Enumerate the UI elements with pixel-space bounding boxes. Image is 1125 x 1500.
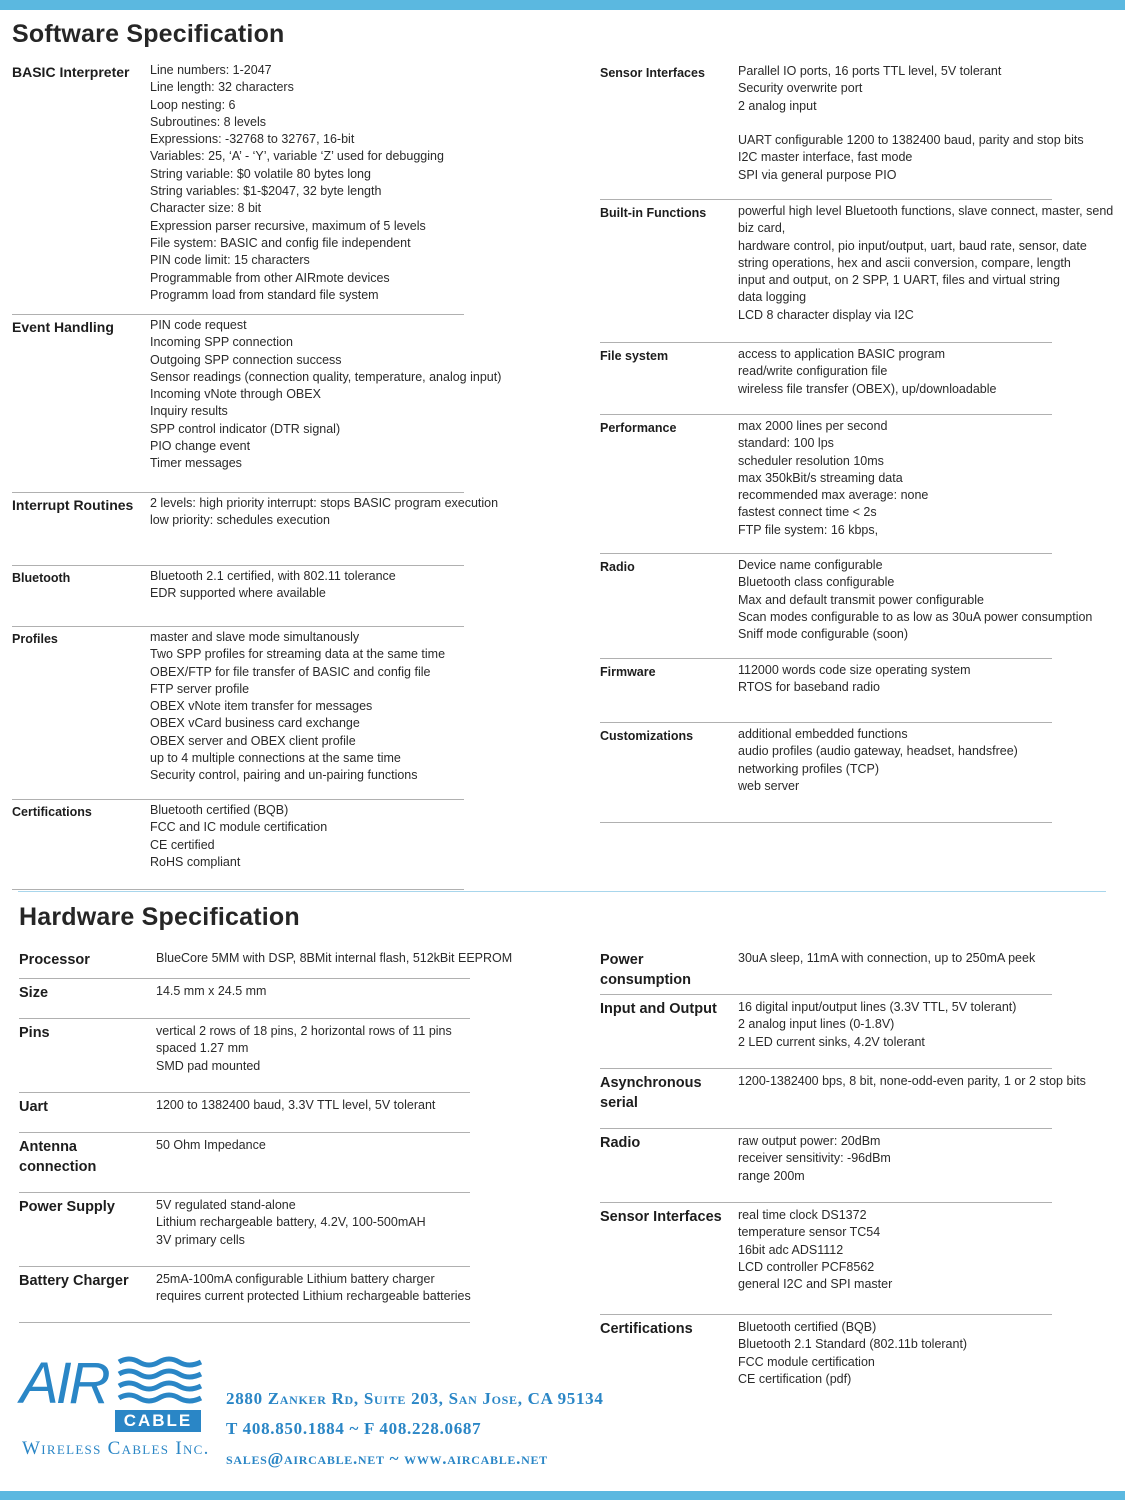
spec-values <box>738 1207 1052 1314</box>
spec-value-line: powerful high level Bluetooth functions, slave connect, master, send <box>738 204 1114 218</box>
spec-values <box>738 999 1052 1068</box>
spec-value-line: recommended max average: none <box>738 488 929 503</box>
spec-value-line: Incoming vNote through OBEX <box>150 387 321 402</box>
spec-value-line: Outgoing SPP connection success <box>150 352 342 367</box>
spec-value-line: Sensor readings (connection quality, temperature, analog input) <box>150 369 502 384</box>
spec-value-line: EDR supported where available <box>150 586 326 601</box>
spec-value-line: Timer messages <box>150 456 242 471</box>
spec-value-line: Character size: 8 bit <box>150 201 262 216</box>
spec-label: Asynchronous serial <box>600 1075 702 1111</box>
spec-values <box>738 950 1052 994</box>
spec-label: Built-in Functions <box>600 206 707 220</box>
spec-values <box>156 1137 470 1192</box>
spec-value-line: PIN code request <box>150 318 247 332</box>
spec-label: Customizations <box>600 729 694 743</box>
spec-values <box>156 950 512 978</box>
spec-value-line: general I2C and SPI master <box>738 1277 893 1292</box>
spec-value-line: 2 analog input <box>738 98 817 113</box>
spec-row-sensor-interfaces <box>600 1203 1052 1315</box>
spec-row-sensor-interfaces <box>600 60 1084 200</box>
spec-value-line: 25mA-100mA configurable Lithium battery charger <box>156 1272 435 1286</box>
spec-value-line: string operations, hex and ascii conversion, compare, length <box>738 255 1071 270</box>
spec-label: Certifications <box>12 805 92 819</box>
spec-row-customizations <box>600 723 1052 823</box>
spec-value-line: PIO change event <box>150 439 251 454</box>
spec-value-line: LCD controller PCF8562 <box>738 1259 875 1274</box>
spec-value-line: OBEX/FTP for file transfer of BASIC and config file <box>150 664 431 679</box>
spec-value-line: Variables: 25, ‘A’ - ‘Y’, variable ‘Z’ used for debugging <box>150 149 444 164</box>
spec-label: Power consumption <box>600 952 692 988</box>
spec-value-line: input and output, on 2 SPP, 1 UART, files and virtual string <box>738 273 1060 288</box>
spec-row-antenna-connection <box>19 1133 470 1193</box>
spec-label: Performance <box>600 421 677 435</box>
spec-value-line: max 2000 lines per second <box>738 419 888 433</box>
logo-subtitle: Wireless Cables Inc. <box>22 1438 210 1459</box>
spec-row-power-consumption <box>600 946 1052 995</box>
spec-value-line: Expression parser recursive, maximum of 5 levels <box>150 218 426 233</box>
spec-values <box>738 1073 1086 1128</box>
spec-value-line: fastest connect time < 2s <box>738 505 877 520</box>
spec-value-line: FCC module certification <box>738 1354 875 1369</box>
spec-value-line: Sniff mode configurable (soon) <box>738 627 909 642</box>
spec-values <box>156 1097 470 1132</box>
hardware-left-column <box>19 946 513 1323</box>
spec-label: Processor <box>19 952 90 968</box>
spec-row-interrupt-routines <box>12 493 499 566</box>
section-divider <box>18 891 1106 892</box>
spec-value-line: LCD 8 character display via I2C <box>738 307 914 322</box>
spec-row-asynchronous-serial <box>600 1069 1086 1129</box>
spec-values <box>738 726 1052 822</box>
spec-label: Event Handling <box>12 319 114 335</box>
spec-label: Input and Output <box>600 1001 717 1017</box>
spec-values <box>738 1319 1052 1395</box>
spec-value-line: access to application BASIC program <box>738 347 946 361</box>
spec-value-line: OBEX vCard business card exchange <box>150 716 360 731</box>
spec-label: File system <box>600 349 669 363</box>
spec-label: Certifications <box>600 1321 693 1337</box>
logo-cable-text: CABLE <box>115 1410 201 1432</box>
spec-values <box>150 568 464 626</box>
spec-row-built-in-functions <box>600 200 1114 343</box>
spec-row-certifications <box>12 800 464 890</box>
spec-value-line: Expressions: -32768 to 32767, 16-bit <box>150 132 355 147</box>
spec-value-line: biz card, <box>738 221 786 236</box>
spec-label: Power Supply <box>19 1199 115 1215</box>
spec-value-line: 3V primary cells <box>156 1232 245 1247</box>
spec-row-profiles <box>12 627 464 800</box>
spec-values <box>738 1133 1052 1202</box>
spec-label: Radio <box>600 560 635 574</box>
spec-label: Radio <box>600 1135 641 1151</box>
spec-value-line: FTP server profile <box>150 681 250 696</box>
spec-value-line: Security control, pairing and un-pairing functions <box>150 768 418 783</box>
spec-value-line: scheduler resolution 10ms <box>738 453 884 468</box>
hardware-right-column <box>600 946 1086 1395</box>
spec-value-line: spaced 1.27 mm <box>156 1041 249 1056</box>
spec-label: Size <box>19 985 49 1001</box>
spec-row-event-handling <box>12 315 502 493</box>
spec-value-line: String variable: $0 volatile 80 bytes long <box>150 166 371 181</box>
spec-value-line: data logging <box>738 290 807 305</box>
spec-value-line: 112000 words code size operating system <box>738 663 971 677</box>
spec-value-line: Max and default transmit power configurable <box>738 592 984 607</box>
spec-row-processor <box>19 946 513 979</box>
spec-value-line: standard: 100 lps <box>738 436 834 451</box>
spec-value-line: Line length: 32 characters <box>150 80 294 95</box>
spec-value-line: requires current protected Lithium rechargeable batteries <box>156 1289 471 1304</box>
address-line: 2880 Zanker Rd, Suite 203, San Jose, CA 95134 <box>226 1389 604 1408</box>
spec-value-line: Parallel IO ports, 16 ports TTL level, 5V tolerant <box>738 64 1002 78</box>
spec-value-line: 30uA sleep, 11mA with connection, up to 250mA peek <box>738 951 1036 965</box>
spec-value-line: SMD pad mounted <box>156 1058 261 1073</box>
spec-row-file-system <box>600 343 1052 415</box>
spec-value-line: real time clock DS1372 <box>738 1208 867 1222</box>
spec-row-radio <box>600 554 1093 659</box>
top-accent-bar <box>0 0 1125 10</box>
spec-values <box>738 662 1052 722</box>
bottom-accent-bar <box>0 1491 1125 1500</box>
spec-row-size <box>19 979 470 1019</box>
software-right-column <box>600 60 1114 823</box>
spec-row-pins <box>19 1019 470 1093</box>
spec-value-line: receiver sensitivity: -96dBm <box>738 1151 891 1166</box>
logo-air-text: AIR <box>20 1351 108 1416</box>
spec-row-input-and-output <box>600 995 1052 1069</box>
spec-values <box>738 418 1052 553</box>
spec-value-line: Programmable from other AIRmote devices <box>150 270 390 285</box>
phone-line: T 408.850.1884 ~ F 408.228.0687 <box>226 1419 482 1438</box>
spec-value-line: Bluetooth class configurable <box>738 575 895 590</box>
spec-value-line: temperature sensor TC54 <box>738 1225 881 1240</box>
spec-value-line: 5V regulated stand-alone <box>156 1198 296 1212</box>
spec-row-battery-charger <box>19 1267 470 1323</box>
spec-value-line: Bluetooth 2.1 certified, with 802.11 tolerance <box>150 569 396 583</box>
software-left-column <box>12 60 502 890</box>
spec-label: Profiles <box>12 632 58 646</box>
spec-values <box>150 495 498 565</box>
spec-value-line: Line numbers: 1-2047 <box>150 63 272 77</box>
spec-value-line: SPP control indicator (DTR signal) <box>150 421 341 436</box>
spec-value-line: 14.5 mm x 24.5 mm <box>156 984 267 998</box>
spec-row-power-supply <box>19 1193 470 1267</box>
spec-label: Firmware <box>600 665 656 679</box>
spec-label: Interrupt Routines <box>12 497 134 513</box>
spec-value-line: Bluetooth certified (BQB) <box>738 1320 877 1334</box>
spec-value-line: Two SPP profiles for streaming data at the same time <box>150 647 446 662</box>
spec-label: Pins <box>19 1025 50 1041</box>
spec-value-line: 2 levels: high priority interrupt: stops BASIC program execution <box>150 496 499 510</box>
spec-value-line: web server <box>738 778 800 793</box>
spec-label: Antenna connection <box>19 1139 97 1175</box>
spec-label: Battery Charger <box>19 1273 129 1289</box>
spec-value-line: Inquiry results <box>150 404 228 419</box>
spec-value-line: 50 Ohm Impedance <box>156 1138 266 1152</box>
spec-value-line: PIN code limit: 15 characters <box>150 253 310 268</box>
spec-value-line: Bluetooth certified (BQB) <box>150 803 289 817</box>
spec-value-line: 16 digital input/output lines (3.3V TTL, 5V tolerant) <box>738 1000 1017 1014</box>
spec-values <box>156 1197 470 1266</box>
contact-block <box>226 1384 604 1474</box>
spec-label: BASIC Interpreter <box>12 64 130 80</box>
spec-values <box>150 802 464 889</box>
spec-value-line: Subroutines: 8 levels <box>150 114 267 129</box>
spec-value-line: 16bit adc ADS1112 <box>738 1242 844 1257</box>
spec-value-line: SPI via general purpose PIO <box>738 167 897 182</box>
web-line: sales@aircable.net ~ www.aircable.net <box>226 1449 548 1468</box>
hardware-spec-title: Hardware Specification <box>19 903 300 931</box>
spec-value-line: BlueCore 5MM with DSP, 8BMit internal flash, 512kBit EEPROM <box>156 951 513 965</box>
spec-value-line: String variables: $1-$2047, 32 byte length <box>150 184 382 199</box>
aircable-logo <box>20 1352 215 1467</box>
spec-value-line <box>738 115 1084 132</box>
spec-value-line: Loop nesting: 6 <box>150 97 236 112</box>
spec-value-line: networking profiles (TCP) <box>738 761 880 776</box>
spec-value-line: 1200-1382400 bps, 8 bit, none-odd-even parity, 1 or 2 stop bits <box>738 1074 1086 1088</box>
spec-row-firmware <box>600 659 1052 723</box>
spec-value-line: raw output power: 20dBm <box>738 1134 881 1148</box>
spec-value-line: range 200m <box>738 1168 805 1183</box>
spec-value-line: OBEX vNote item transfer for messages <box>150 699 373 714</box>
spec-values <box>738 557 1092 658</box>
spec-values <box>150 629 464 799</box>
spec-value-line: Programm load from standard file system <box>150 287 379 302</box>
spec-value-line: up to 4 multiple connections at the same time <box>150 751 401 766</box>
spec-value-line: FTP file system: 16 kbps, <box>738 522 879 537</box>
spec-values <box>738 203 1113 342</box>
spec-value-line: CE certification (pdf) <box>738 1371 852 1386</box>
spec-value-line: max 350kBit/s streaming data <box>738 470 903 485</box>
spec-values <box>150 62 464 314</box>
spec-label: Sensor Interfaces <box>600 1209 722 1225</box>
spec-value-line: File system: BASIC and config file independent <box>150 235 411 250</box>
spec-label: Sensor Interfaces <box>600 66 705 80</box>
spec-value-line: CE certified <box>150 837 215 852</box>
spec-values <box>738 346 1052 414</box>
spec-value-line: UART configurable 1200 to 1382400 baud, parity and stop bits <box>738 133 1084 148</box>
spec-value-line: 1200 to 1382400 baud, 3.3V TTL level, 5V tolerant <box>156 1098 436 1112</box>
spec-value-line: additional embedded functions <box>738 727 908 741</box>
spec-value-line: audio profiles (audio gateway, headset, handsfree) <box>738 744 1018 759</box>
spec-value-line: Scan modes configurable to as low as 30uA power consumption <box>738 609 1093 624</box>
spec-value-line: hardware control, pio input/output, uart, baud rate, sensor, date <box>738 238 1087 253</box>
spec-value-line: FCC and IC module certification <box>150 820 328 835</box>
spec-values <box>156 983 470 1018</box>
spec-value-line: RTOS for baseband radio <box>738 680 880 695</box>
spec-label: Bluetooth <box>12 571 71 585</box>
spec-value-line: read/write configuration file <box>738 364 888 379</box>
spec-values <box>156 1023 470 1092</box>
waves-icon <box>117 1356 203 1408</box>
spec-value-line: I2C master interface, fast mode <box>738 150 913 165</box>
spec-value-line: RoHS compliant <box>150 854 241 869</box>
spec-label: Uart <box>19 1099 49 1115</box>
spec-row-uart <box>19 1093 470 1133</box>
spec-value-line: Bluetooth 2.1 Standard (802.11b tolerant) <box>738 1337 968 1352</box>
spec-value-line: 2 analog input lines (0-1.8V) <box>738 1017 895 1032</box>
spec-values <box>156 1271 471 1322</box>
spec-value-line: Incoming SPP connection <box>150 335 293 350</box>
spec-value-line: vertical 2 rows of 18 pins, 2 horizontal rows of 11 pins <box>156 1024 452 1038</box>
spec-row-bluetooth <box>12 566 464 627</box>
spec-value-line: OBEX server and OBEX client profile <box>150 733 356 748</box>
spec-values <box>738 63 1084 199</box>
spec-value-line: Device name configurable <box>738 558 883 572</box>
spec-value-line: master and slave mode simultanously <box>150 630 360 644</box>
spec-value-line: Security overwrite port <box>738 81 863 96</box>
spec-value-line: low priority: schedules execution <box>150 513 330 528</box>
spec-row-performance <box>600 415 1052 554</box>
spec-row-certifications <box>600 1315 1052 1395</box>
software-spec-title: Software Specification <box>12 20 285 48</box>
spec-values <box>150 317 501 492</box>
spec-value-line: Lithium rechargeable battery, 4.2V, 100-500mAH <box>156 1215 426 1230</box>
spec-value-line: wireless file transfer (OBEX), up/downloadable <box>738 381 997 396</box>
spec-value-line: 2 LED current sinks, 4.2V tolerant <box>738 1034 925 1049</box>
spec-row-radio <box>600 1129 1052 1203</box>
spec-row-basic-interpreter <box>12 60 464 315</box>
